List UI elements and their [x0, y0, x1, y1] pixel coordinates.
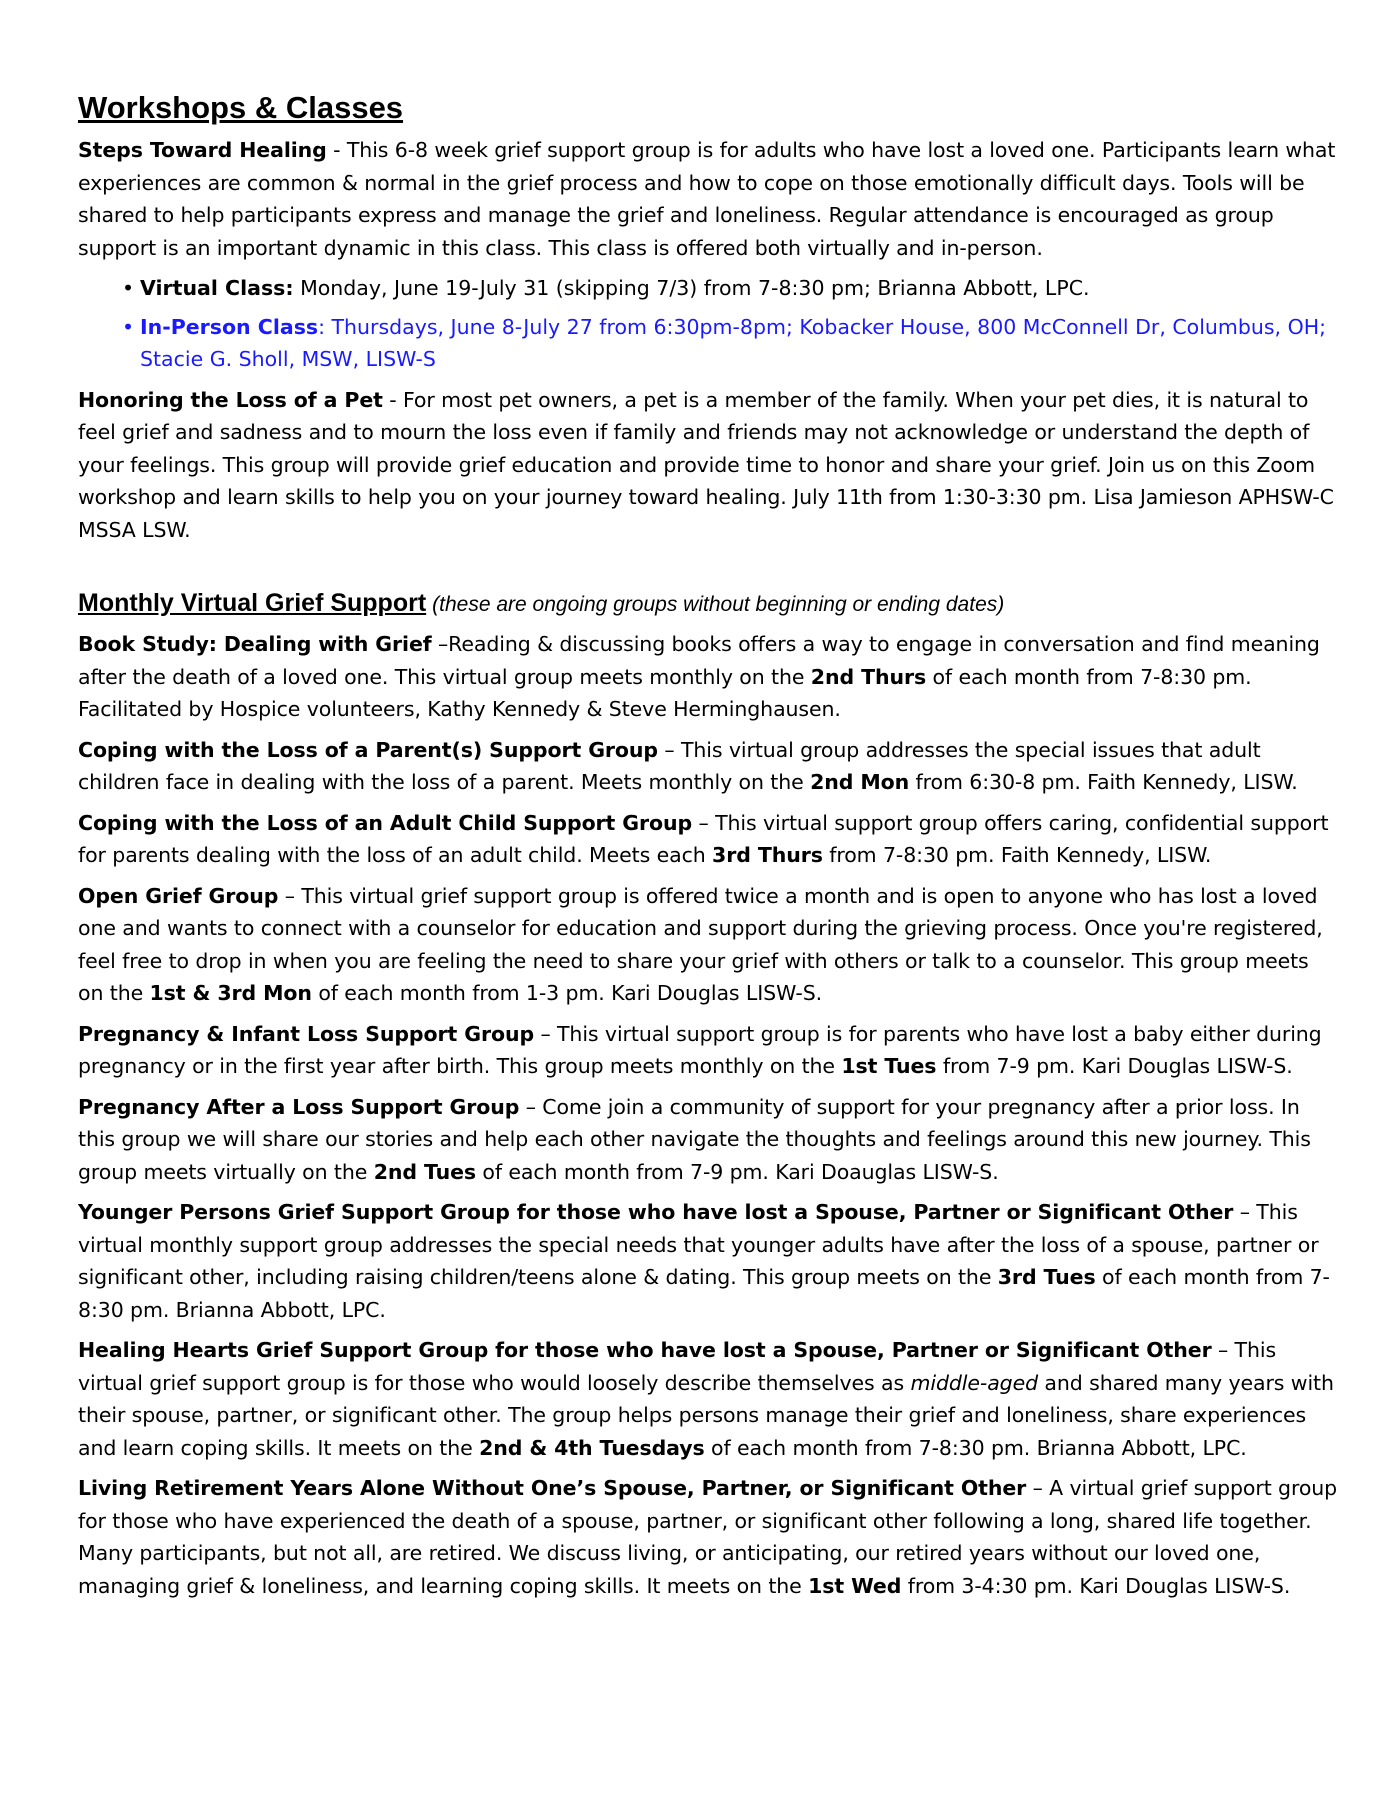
- entry-text: –Reading & discussing books offers a way to engage in conversation and find meaning after the death of a loved one. This virtual group meets monthly on the: [78, 632, 1320, 689]
- entry-text: – This virtual group addresses the special issues that adult children face in dealing with the loss of a parent. Meets monthly on the: [78, 737, 1261, 794]
- entry-title: Open Grief Group: [78, 883, 279, 908]
- monthly-heading-note: (these are ongoing groups without beginning or ending dates): [432, 593, 1005, 616]
- support-group-entry: [78, 1018, 1340, 1083]
- entry-text-end: of each month from 7-8:30 pm. Facilitated by Hospice volunteers, Kathy Kennedy & Steve Herminghausen.: [78, 664, 1252, 721]
- entry-text-end: from 3-4:30 pm. Kari Douglas LISW-S.: [901, 1573, 1291, 1598]
- entry-text: – This virtual support group is for parents who have lost a baby either during pregnancy or in the first year after birth. This group meets monthly on the: [78, 1021, 1322, 1078]
- meeting-day: 2nd Tues: [373, 1159, 476, 1184]
- support-group-entry: [78, 734, 1340, 799]
- entry-text: - This 6-8 week grief support group is for adults who have lost a loved one. Participants learn what experiences are common & normal in the grief process and how to cope on those emotionally difficult days. Tools will be shared to help participants express and manage the grief and loneliness. Regular attendance is encouraged as group support is an important dynamic in this class. This class is offered both virtually and in-person.: [78, 138, 1336, 260]
- entry-title: Coping with the Loss of an Adult Child Support Group: [78, 810, 693, 835]
- meeting-day: 1st Wed: [808, 1573, 902, 1598]
- monthly-heading: Monthly Virtual Grief Support: [78, 589, 427, 617]
- entry-text: – This virtual support group offers caring, confidential support for parents dealing with the loss of an adult child. Meets each: [78, 810, 1329, 867]
- entry-text-end: of each month from 7-8:30 pm. Brianna Abbott, LPC.: [704, 1435, 1247, 1460]
- entry-title: Pregnancy After a Loss Support Group: [78, 1094, 520, 1119]
- entry-text-end: from 6:30-8 pm. Faith Kennedy, LISW.: [909, 770, 1298, 794]
- meeting-day: 2nd Thurs: [810, 664, 927, 689]
- meeting-day: 2nd & 4th Tuesdays: [479, 1435, 705, 1460]
- class-label: Virtual Class:: [140, 276, 294, 300]
- entry-text-end: from 7-9 pm. Kari Douglas LISW-S.: [936, 1054, 1293, 1078]
- entry-title: Healing Hearts Grief Support Group for those who have lost a Spouse, Partner or Significant Other: [78, 1338, 1212, 1362]
- entry-text-end: of each month from 1-3 pm. Kari Douglas LISW-S.: [311, 981, 823, 1005]
- class-label: In-Person Class: [140, 314, 319, 339]
- steps-toward-healing-entry: [78, 134, 1340, 264]
- support-group-entry: [78, 1196, 1340, 1326]
- entry-text-end: from 7-8:30 pm. Faith Kennedy, LISW.: [822, 843, 1212, 867]
- in-person-class-item: [122, 311, 1340, 376]
- entry-title: Pregnancy & Infant Loss Support Group: [78, 1021, 535, 1046]
- entry-text-end: of each month from 7-8:30 pm. Brianna Abbott, LPC.: [78, 1265, 1330, 1322]
- entry-text: - For most pet owners, a pet is a member of the family. When your pet dies, it is natural to feel grief and sadness and to mourn the loss even if family and friends may not acknowledge or understand the depth of your feelings. This group will provide grief education and provide time to honor and share your grief. Join us on this Zoom workshop and learn skills to help you on your journey toward healing. July 11th from 1:30-3:30 pm. Lisa Jamieson APHSW-C MSSA LSW.: [78, 387, 1334, 542]
- entry-title: Younger Persons Grief Support Group for those who have lost a Spouse, Partner or Significant Other: [78, 1200, 1234, 1224]
- meeting-day: 3rd Tues: [997, 1265, 1096, 1289]
- entry-text: – This virtual grief support group is for those who would loosely describe themselves as: [78, 1338, 1277, 1395]
- class-list: [78, 272, 1340, 376]
- bullet-icon: •: [122, 314, 135, 339]
- class-text: Monday, June 19-July 31 (skipping 7/3) from 7-8:30 pm; Brianna Abbott, LPC.: [293, 276, 1090, 300]
- support-group-entry: [78, 1091, 1340, 1189]
- class-text: : Thursdays, June 8-July 27 from 6:30pm-8pm; Kobacker House, 800 McConnell Dr, Columbus, OH; Stacie G. Sholl, MSW, LISW-S: [140, 314, 1327, 371]
- meeting-day: 1st Tues: [841, 1054, 937, 1078]
- support-group-entry: [78, 1334, 1340, 1464]
- entry-text-end: of each month from 7-9 pm. Kari Doauglas LISW-S.: [476, 1159, 999, 1184]
- virtual-class-item: [122, 272, 1340, 305]
- support-group-entry: [78, 880, 1340, 1010]
- support-group-entry: [78, 628, 1340, 726]
- entry-text: – This virtual grief support group is offered twice a month and is open to anyone who has lost a loved one and wants to connect with a counselor for education and support during the grieving process. Once you're registered, feel free to drop in when you are feeling the need to share your grief with others or talk to a counselor. This group meets on the: [78, 883, 1323, 1005]
- entry-text-mid: and shared many years with their spouse, partner, or significant other. The group helps persons manage their grief and loneliness, share experiences and learn coping skills. It meets on the: [78, 1370, 1334, 1460]
- entry-title: Book Study: Dealing with Grief: [78, 632, 432, 656]
- workshops-heading: Workshops & Classes: [78, 90, 404, 125]
- meeting-day: 3rd Thurs: [712, 843, 823, 867]
- pet-loss-entry: [78, 384, 1340, 547]
- emphasis-text: middle-aged: [910, 1370, 1039, 1395]
- entry-text: – This virtual monthly support group addresses the special needs that younger adults have after the loss of a spouse, partner or significant other, including raising children/teens alone & dating. This group meets on the: [78, 1200, 1319, 1289]
- entry-title: Coping with the Loss of a Parent(s) Support Group: [78, 737, 658, 762]
- support-group-entry: [78, 1472, 1340, 1602]
- meeting-day: 1st & 3rd Mon: [149, 981, 312, 1005]
- entry-text: – A virtual grief support group for those who have experienced the death of a spouse, partner, or significant other following a long, shared life together. Many participants, but not all, are retired. We discuss living, or anticipating, our retired years without our loved one, managing grief & loneliness, and learning coping skills. It meets on the: [78, 1476, 1338, 1598]
- entry-title: Steps Toward Healing: [78, 138, 327, 162]
- entry-title: Honoring the Loss of a Pet: [78, 387, 383, 412]
- entry-text: – Come join a community of support for your pregnancy after a prior loss. In this group we will share our stories and help each other navigate the thoughts and feelings around this new journey. This group meets virtually on the: [78, 1094, 1311, 1184]
- document-page: [78, 88, 1340, 1610]
- entry-title: Living Retirement Years Alone Without One’s Spouse, Partner, or Significant Other: [78, 1476, 1027, 1500]
- bullet-icon: •: [122, 276, 135, 300]
- monthly-heading-row: [78, 586, 1340, 624]
- support-group-entry: [78, 807, 1340, 872]
- meeting-day: 2nd Mon: [810, 770, 910, 794]
